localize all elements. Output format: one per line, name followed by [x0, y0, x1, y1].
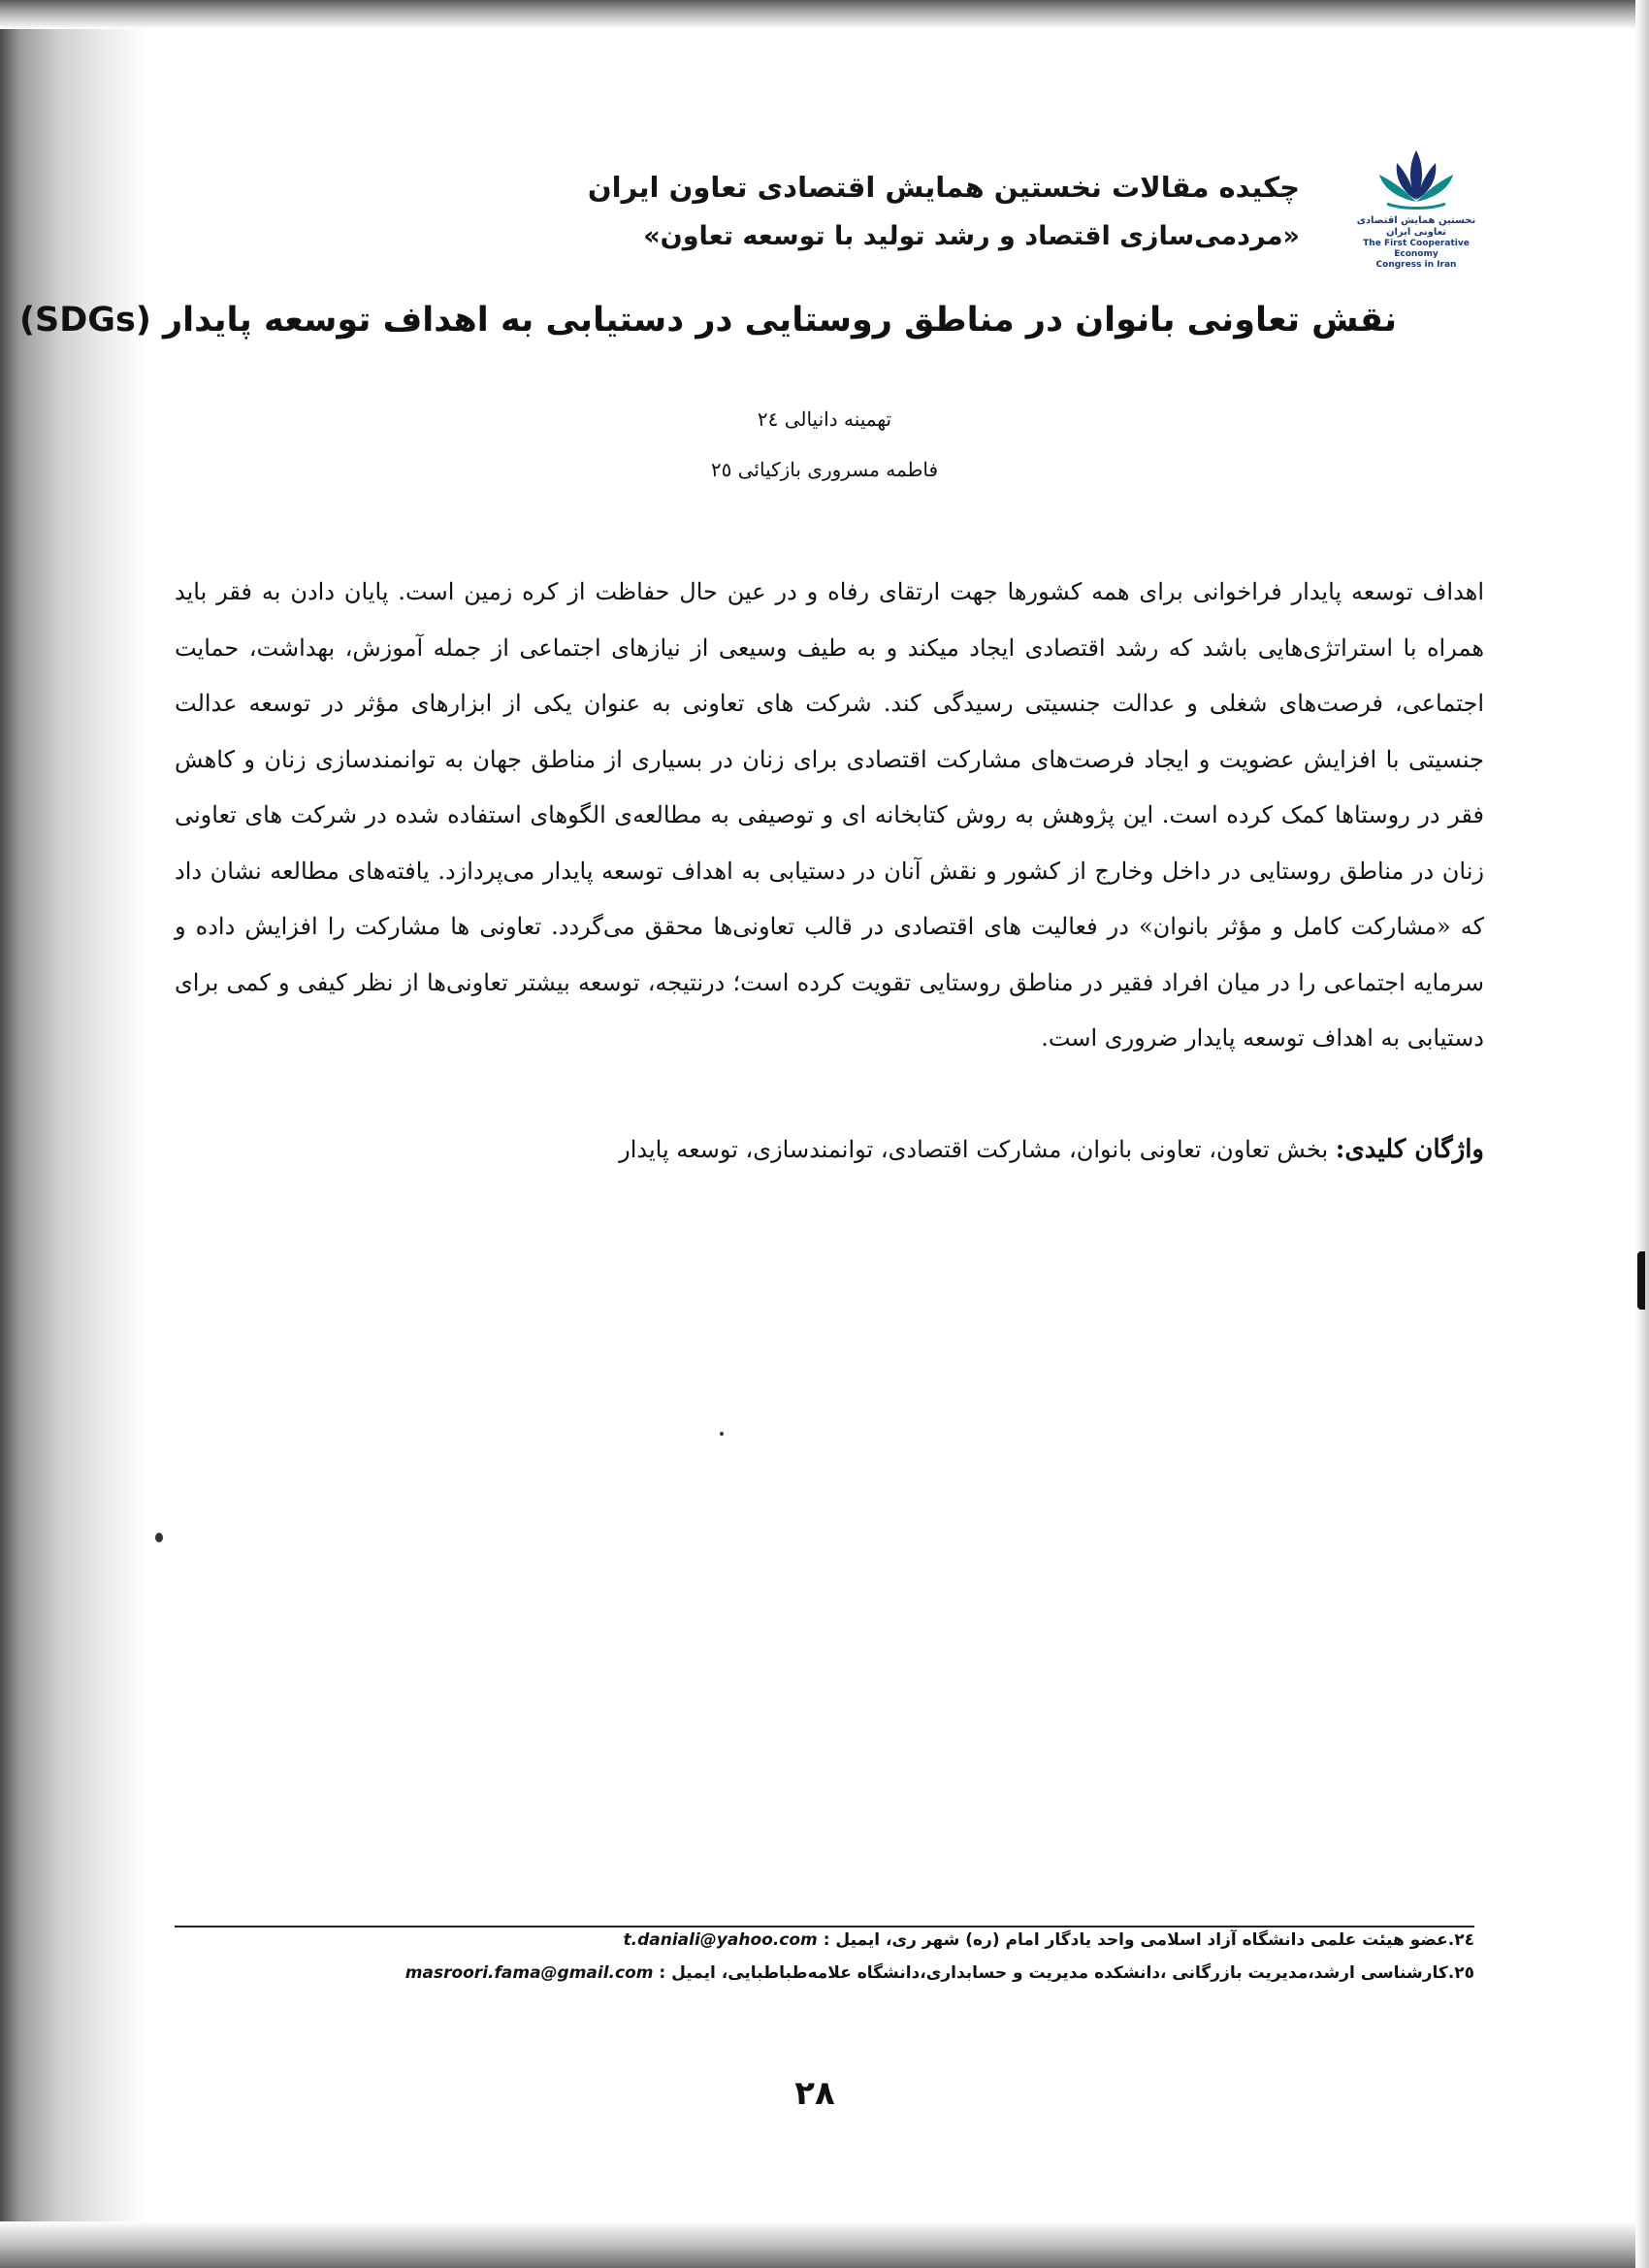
- footnote-25-email[interactable]: masroori.fama@gmail.com: [404, 1963, 654, 1983]
- footnote-24: [175, 1930, 1474, 1950]
- footnote-25: [175, 1963, 1474, 1983]
- scan-speck: [155, 1533, 163, 1542]
- page-top-edge: [0, 0, 1649, 29]
- footnote-24-text: ٢٤.عضو هیئت علمی دانشگاه آزاد اسلامی واحد یادگار امام (ره) شهر ری، ایمیل :: [823, 1930, 1474, 1950]
- footnote-divider: [175, 1926, 1474, 1928]
- keywords-label: واژگان کلیدی:: [1335, 1135, 1484, 1164]
- footnote-24-email[interactable]: t.daniali@yahoo.com: [623, 1930, 818, 1950]
- conference-logo: [1348, 146, 1484, 281]
- logo-caption-fa: نخستین همایش اقتصادی تعاونی ایران: [1356, 215, 1476, 238]
- logo-caption-en-1: The First Cooperative Economy: [1363, 239, 1470, 259]
- logo-caption-en-2: Congress in Iran: [1375, 260, 1457, 270]
- author-2: فاطمه مسروری بازکیائی ٢٥: [710, 458, 939, 481]
- page-bottom-edge: [0, 2221, 1649, 2268]
- book-spine-shadow: [0, 0, 146, 2268]
- scan-speck: [720, 1432, 724, 1436]
- footnote-25-text: ٢٥.کارشناسی ارشد،مدیریت بازرگانی ،دانشکده مدیریت و حسابداری،دانشگاه علامه‌طباطبایی، ایمیل :: [659, 1963, 1474, 1983]
- article-title: نقش تعاونی بانوان در مناطق روستایی در دستیابی به اهداف توسعه پایدار (SDGs): [18, 301, 1397, 340]
- page-number: ٢٨: [794, 2074, 835, 2113]
- page-edge-mark: [1637, 1251, 1645, 1310]
- keywords: [175, 1135, 1484, 1164]
- page-right-edge: [1635, 0, 1649, 2268]
- conference-theme: «مردمی‌سازی اقتصاد و رشد تولید با توسعه تعاون»: [643, 221, 1300, 251]
- author-1: تهمینه دانیالی ٢٤: [757, 407, 892, 431]
- conference-title: چکیده مقالات نخستین همایش اقتصادی تعاون ایران: [587, 171, 1300, 204]
- lotus-logo-icon: [1368, 146, 1465, 213]
- keywords-list: بخش تعاون، تعاونی بانوان، مشارکت اقتصادی، توانمندسازی، توسعه پایدار: [619, 1136, 1329, 1163]
- abstract-body: اهداف توسعه پایدار فراخوانی برای همه کشورها جهت ارتقای رفاه و در عین حال حفاظت از کره زمین است. پایان دادن به فقر باید همراه با استراتژی‌هایی باشد که رشد اقتصادی ایجاد میکند و به طیف وسیعی از نیازهای اجتماعی از جمله آموزش، بهداشت، حمایت اجتماعی، فرصت‌های شغلی و عدالت جنسیتی رسیدگی کند. شرکت های تعاونی به عنوان یکی از ابزارهای مؤثر در توسعه عدالت جنسیتی با افزایش عضویت و ایجاد فرصت‌های مشارکت اقتصادی برای زنان در بسیاری از مناطق جهان به توانمندسازی زنان و کاهش فقر در روستاها کمک کرده است. این پژوهش به روش کتابخانه ای و توصیفی به مطالعه‌ی الگوهای استفاده شده در شرکت های تعاونی زنان در مناطق روستایی در داخل وخارج از کشور و نقش آنان در دستیابی به اهداف توسعه پایدار می‌پردازد. یافته‌های مطالعه نشان داد که «مشارکت کامل و مؤثر بانوان» در فعالیت های اقتصادی در قالب تعاونی‌ها محقق می‌گردد. تعاونی ها مشارکت را افزایش داده و سرمایه اجتماعی را در میان افراد فقیر در مناطق روستایی تقویت کرده است؛ درنتیجه، توسعه بیشتر تعاونی‌ها از نظر کیفی و کمی برای دستیابی به اهداف توسعه پایدار ضروری است.: [175, 578, 1484, 1052]
